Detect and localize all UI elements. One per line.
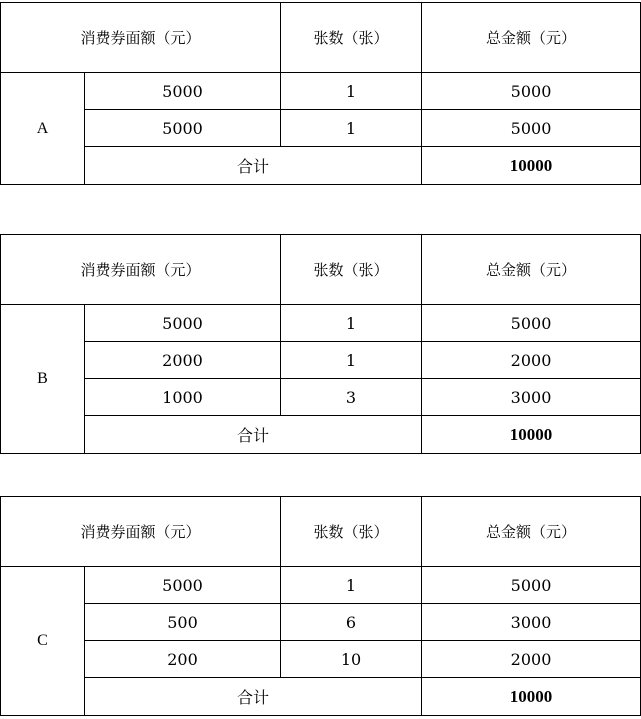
- total-value: 10000: [422, 147, 641, 185]
- table-row: [1, 604, 641, 641]
- table-row: [1, 110, 641, 147]
- total-value: 10000: [422, 416, 641, 454]
- voucher-table-b: [0, 234, 641, 454]
- count-cell: 3: [281, 379, 422, 416]
- voucher-table-c: [0, 496, 641, 716]
- header-total-amount: 总金额（元）: [422, 497, 641, 567]
- face-value-cell: 5000: [85, 110, 281, 147]
- header-face-value: 消费券面额（元）: [1, 3, 281, 73]
- face-value-cell: 5000: [85, 73, 281, 110]
- table-row: [1, 73, 641, 110]
- group-label: C: [1, 567, 85, 716]
- header-face-value: 消费券面额（元）: [1, 235, 281, 305]
- header-total-amount: 总金额（元）: [422, 235, 641, 305]
- total-label: 合计: [85, 678, 422, 716]
- count-cell: 1: [281, 342, 422, 379]
- count-cell: 10: [281, 641, 422, 678]
- amount-cell: 2000: [422, 342, 641, 379]
- header-face-value: 消费券面额（元）: [1, 497, 281, 567]
- header-row: [1, 497, 641, 567]
- header-count: 张数（张）: [281, 235, 422, 305]
- amount-cell: 3000: [422, 604, 641, 641]
- face-value-cell: 500: [85, 604, 281, 641]
- voucher-table-a: [0, 2, 641, 185]
- face-value-cell: 5000: [85, 305, 281, 342]
- table-row: [1, 379, 641, 416]
- total-label: 合计: [85, 147, 422, 185]
- amount-cell: 5000: [422, 73, 641, 110]
- count-cell: 6: [281, 604, 422, 641]
- header-row: [1, 3, 641, 73]
- table-row: [1, 641, 641, 678]
- face-value-cell: 1000: [85, 379, 281, 416]
- total-row: [1, 147, 641, 185]
- table-row: [1, 567, 641, 604]
- count-cell: 1: [281, 73, 422, 110]
- amount-cell: 5000: [422, 567, 641, 604]
- amount-cell: 5000: [422, 305, 641, 342]
- total-value: 10000: [422, 678, 641, 716]
- header-row: [1, 235, 641, 305]
- count-cell: 1: [281, 305, 422, 342]
- face-value-cell: 5000: [85, 567, 281, 604]
- amount-cell: 2000: [422, 641, 641, 678]
- total-label: 合计: [85, 416, 422, 454]
- face-value-cell: 2000: [85, 342, 281, 379]
- header-total-amount: 总金额（元）: [422, 3, 641, 73]
- amount-cell: 5000: [422, 110, 641, 147]
- amount-cell: 3000: [422, 379, 641, 416]
- table-row: [1, 305, 641, 342]
- total-row: [1, 678, 641, 716]
- total-row: [1, 416, 641, 454]
- face-value-cell: 200: [85, 641, 281, 678]
- count-cell: 1: [281, 567, 422, 604]
- header-count: 张数（张）: [281, 497, 422, 567]
- table-row: [1, 342, 641, 379]
- group-label: A: [1, 73, 85, 185]
- header-count: 张数（张）: [281, 3, 422, 73]
- group-label: B: [1, 305, 85, 454]
- count-cell: 1: [281, 110, 422, 147]
